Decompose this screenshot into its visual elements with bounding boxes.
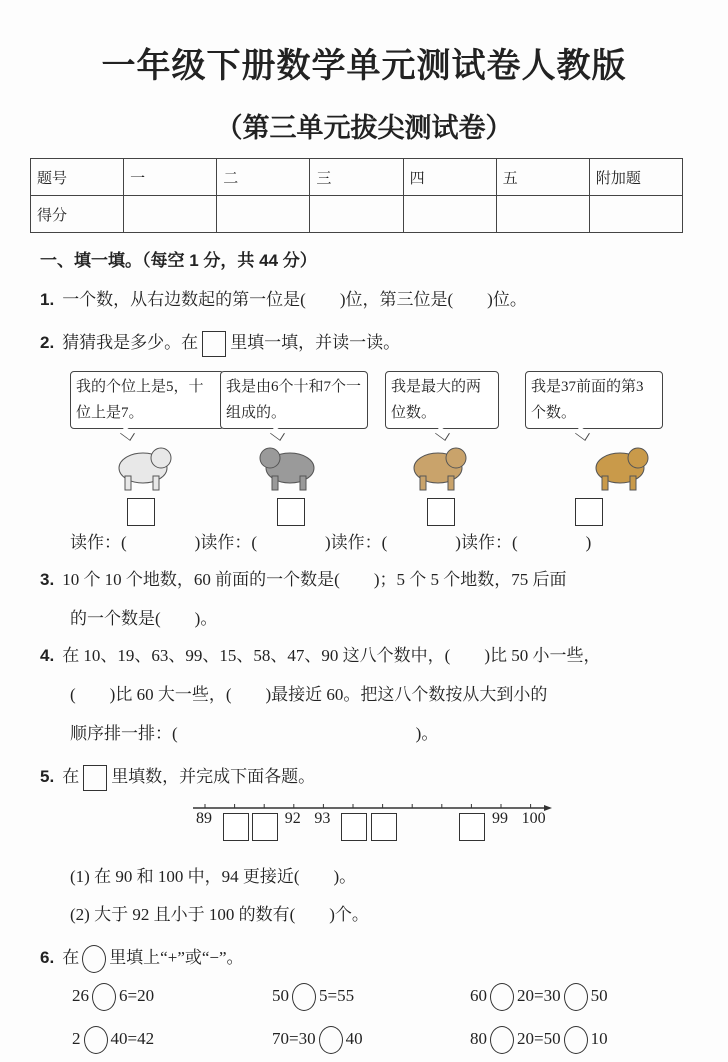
lion-icon — [588, 440, 652, 497]
operator-circle[interactable] — [84, 1026, 108, 1054]
equation-part: 40=42 — [110, 1028, 155, 1048]
question-5-sub2: (2) 大于 92 且小于 100 的数有( )个。 — [70, 905, 369, 924]
score-cell — [217, 196, 310, 233]
equation-part: 26 — [72, 985, 89, 1005]
equation-part: 60 — [470, 985, 487, 1005]
equation-part: 20=30 — [517, 985, 561, 1005]
speech-bubble: 我是最大的两位数。 — [385, 371, 499, 429]
operator-circle[interactable] — [490, 983, 514, 1011]
table-header-cell: 题号 — [31, 159, 124, 196]
equation-part: 50 — [272, 985, 289, 1005]
tick-label: 99 — [492, 810, 508, 827]
speech-bubble: 我是由6个十和7个一组成的。 — [220, 371, 368, 429]
equation — [272, 983, 354, 1011]
answer-box[interactable] — [277, 498, 305, 526]
number-line-blank-box[interactable] — [252, 813, 278, 841]
answer-box[interactable] — [575, 498, 603, 526]
read-as-line: 读作：( )读作：( )读作：( )读作：( ) — [70, 533, 592, 552]
operator-circle[interactable] — [292, 983, 316, 1011]
table-header-cell: 附加题 — [589, 159, 682, 196]
question-1: 1. 一个数，从右边数起的第一位是( )位，第三位是( )位。 — [40, 290, 527, 309]
equation — [272, 1026, 363, 1054]
question-2: 2. 猜猜我是多少。在 里填一填，并读一读。 — [40, 328, 400, 357]
question-3: 3. 10 个 10 个地数，60 前面的一个数是( )；5 个 5 个地数，75 后面 — [40, 570, 567, 589]
question-3-line2: 的一个数是( )。 — [70, 609, 218, 628]
score-cell — [310, 196, 403, 233]
score-cell — [496, 196, 589, 233]
answer-box[interactable] — [127, 498, 155, 526]
number-line — [0, 795, 728, 845]
operator-circle[interactable] — [564, 1026, 588, 1054]
circle-blank-icon — [82, 945, 106, 973]
score-cell — [589, 196, 682, 233]
speech-bubble: 我是37前面的第3个数。 — [525, 371, 663, 429]
section-heading: 一、填一填。（每空 1 分，共 44 分） — [40, 251, 317, 270]
blank-box-icon — [202, 331, 226, 357]
equation-part: 5=55 — [319, 985, 355, 1005]
page-subtitle: （第三单元拔尖测试卷） — [215, 113, 513, 143]
table-header-cell: 五 — [496, 159, 589, 196]
blank-box-icon — [83, 765, 107, 791]
operator-circle[interactable] — [564, 983, 588, 1011]
equation-part: 2 — [72, 1028, 81, 1048]
answer-box[interactable] — [427, 498, 455, 526]
number-line-blank-box[interactable] — [341, 813, 367, 841]
equation-part: 20=50 — [517, 1028, 561, 1048]
tick-label: 100 — [521, 810, 546, 827]
equation-part: 40 — [345, 1028, 363, 1048]
question-6: 6. 在 里填上“+”或“−”。 — [40, 943, 244, 973]
tick-label: 89 — [196, 810, 212, 827]
page-title: 一年级下册数学单元测试卷人教版 — [101, 48, 627, 85]
equation-part: 70=30 — [272, 1028, 316, 1048]
equation-part: 6=20 — [119, 985, 155, 1005]
elephant-icon — [258, 440, 322, 497]
score-cell — [124, 196, 217, 233]
table-row-label: 得分 — [31, 196, 124, 233]
operator-circle[interactable] — [490, 1026, 514, 1054]
tick-label: 93 — [314, 810, 331, 827]
speech-bubble: 我的个位上是5，十位上是7。 — [70, 371, 224, 429]
number-line-blank-box[interactable] — [459, 813, 485, 841]
score-cell — [403, 196, 496, 233]
operator-circle[interactable] — [319, 1026, 343, 1054]
equation — [470, 1026, 608, 1054]
equation — [470, 983, 608, 1011]
score-table — [30, 158, 683, 233]
equation — [72, 1026, 154, 1054]
table-header-cell: 三 — [310, 159, 403, 196]
number-line-blank-box[interactable] — [223, 813, 249, 841]
tick-label: 92 — [284, 810, 301, 827]
question-4: 4. 在 10、19、63、99、15、58、47、90 这八个数中，( )比 50 小一些， — [40, 646, 601, 665]
tiger-icon — [406, 440, 470, 497]
number-line-blank-box[interactable] — [371, 813, 397, 841]
table-header-cell: 一 — [124, 159, 217, 196]
question-5: 5. 在 里填数，并完成下面各题。 — [40, 762, 315, 791]
operator-circle[interactable] — [92, 983, 116, 1011]
question-4-line2: ( )比 60 大一些，( )最接近 60。把这八个数按从大到小的 — [70, 685, 548, 704]
question-4-line3: 顺序排一排：( )。 — [70, 724, 439, 743]
table-header-cell: 四 — [403, 159, 496, 196]
polar-bear-icon — [111, 440, 175, 497]
equation-part: 50 — [590, 985, 608, 1005]
equation-part: 10 — [590, 1028, 608, 1048]
equation-part: 80 — [470, 1028, 487, 1048]
equation — [72, 983, 154, 1011]
question-5-sub1: (1) 在 90 和 100 中，94 更接近( )。 — [70, 867, 357, 886]
table-header-cell: 二 — [217, 159, 310, 196]
